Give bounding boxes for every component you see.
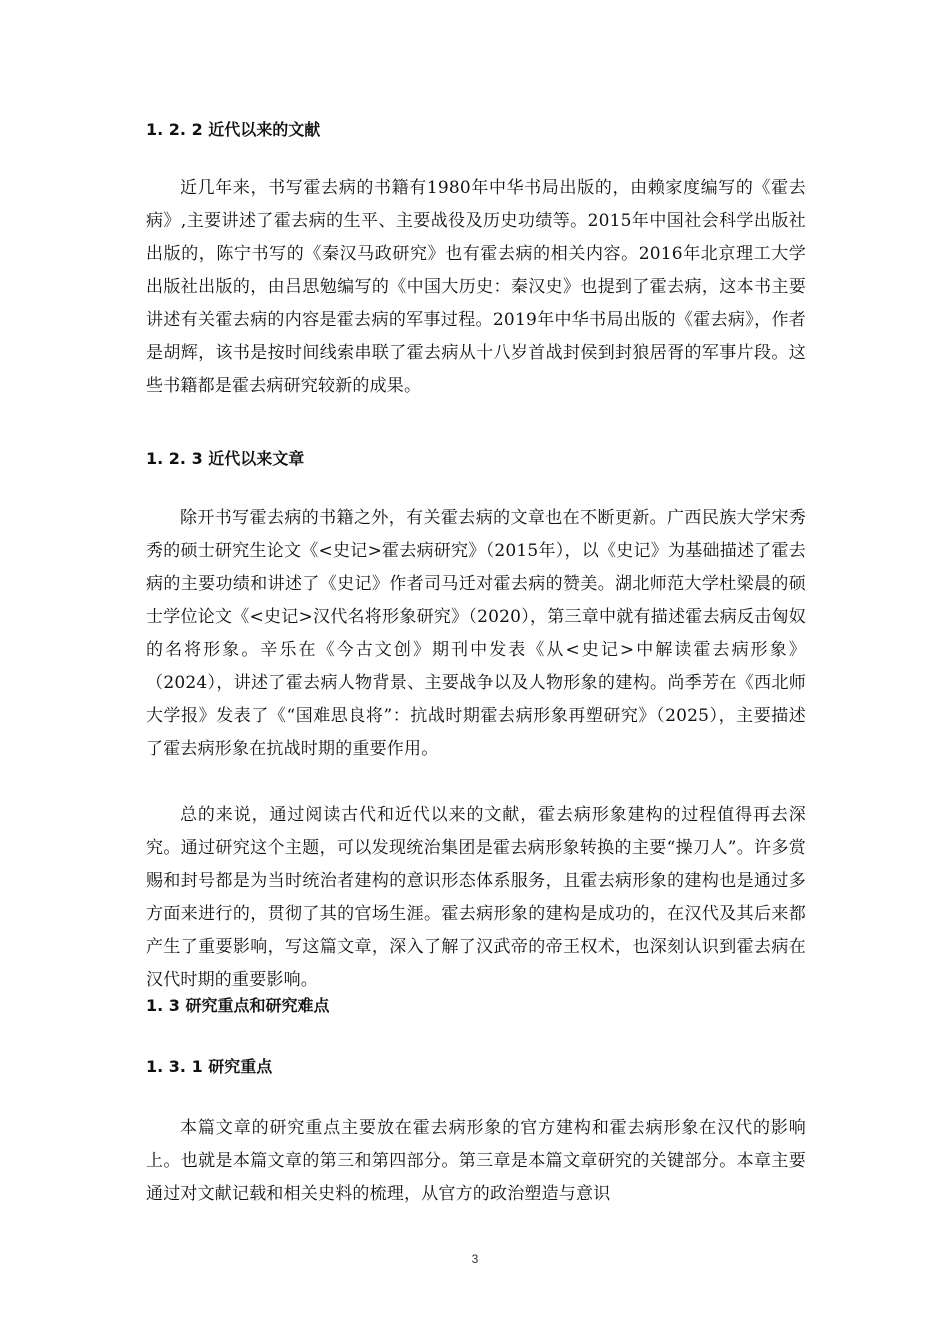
paragraph-articles: 除开书写霍去病的书籍之外，有关霍去病的文章也在不断更新。广西民族大学宋秀秀的硕士研究生论文《<史记>霍去病研究》（2015年），以《史记》为基础描述了霍去病的主要功绩和讲述了《史记》作者司马迁对霍去病的赞美。湖北师范大学杜梁晨的硕士学位论文《<史记>汉代名将形象研究》（2020），第三章中就有描述霍去病反击匈奴的名将形象。辛乐在《今古文创》期刊中发表《从<史记>中解读霍去病形象》（2024），讲述了霍去病人物背景、主要战争以及人物形象的建构。尚季芳在《西北师大学报》发表了《“国难思良将”：抗战时期霍去病形象再塑研究》（2025），主要描述了霍去病形象在抗战时期的重要作用。 [146, 508, 806, 759]
section-heading-1-3-1: 1. 3. 1 研究重点 [146, 1057, 273, 1076]
paragraph-summary: 总的来说，通过阅读古代和近代以来的文献，霍去病形象建构的过程值得再去深究。通过研究这个主题，可以发现统治集团是霍去病形象转换的主要“操刀人”。许多赏赐和封号都是为当时统治者建构的意识形态体系服务，且霍去病形象的建构也是通过多方面来进行的，贯彻了其的官场生涯。霍去病形象的建构是成功的，在汉代及其后来都产生了重要影响，写这篇文章，深入了解了汉武帝的帝王权术，也深刻认识到霍去病在汉代时期的重要影响。 [146, 805, 806, 990]
section-heading-1-3: 1. 3 研究重点和研究难点 [146, 996, 330, 1015]
paragraph-books: 近几年来，书写霍去病的书籍有1980年中华书局出版的，由赖家度编写的《霍去病》,主要讲述了霍去病的生平、主要战役及历史功绩等。2015年中国社会科学出版社出版的，陈宁书写的《秦汉马政研究》也有霍去病的相关内容。2016年北京理工大学出版社出版的，由吕思勉编写的《中国大历史：秦汉史》也提到了霍去病，这本书主要讲述有关霍去病的内容是霍去病的军事过程。2019年中华书局出版的《霍去病》，作者是胡辉，该书是按时间线索串联了霍去病从十八岁首战封侯到封狼居胥的军事片段。这些书籍都是霍去病研究较新的成果。 [146, 178, 806, 396]
section-heading-1-2-3: 1. 2. 3 近代以来文章 [146, 449, 305, 468]
page-number: 3 [471, 1252, 479, 1266]
section-heading-1-2-2: 1. 2. 2 近代以来的文献 [146, 120, 321, 139]
paragraph-research-focus: 本篇文章的研究重点主要放在霍去病形象的官方建构和霍去病形象在汉代的影响上。也就是本篇文章的第三和第四部分。第三章是本篇文章研究的关键部分。本章主要通过对文献记载和相关史料的梳理，从官方的政治塑造与意识 [146, 1118, 806, 1204]
